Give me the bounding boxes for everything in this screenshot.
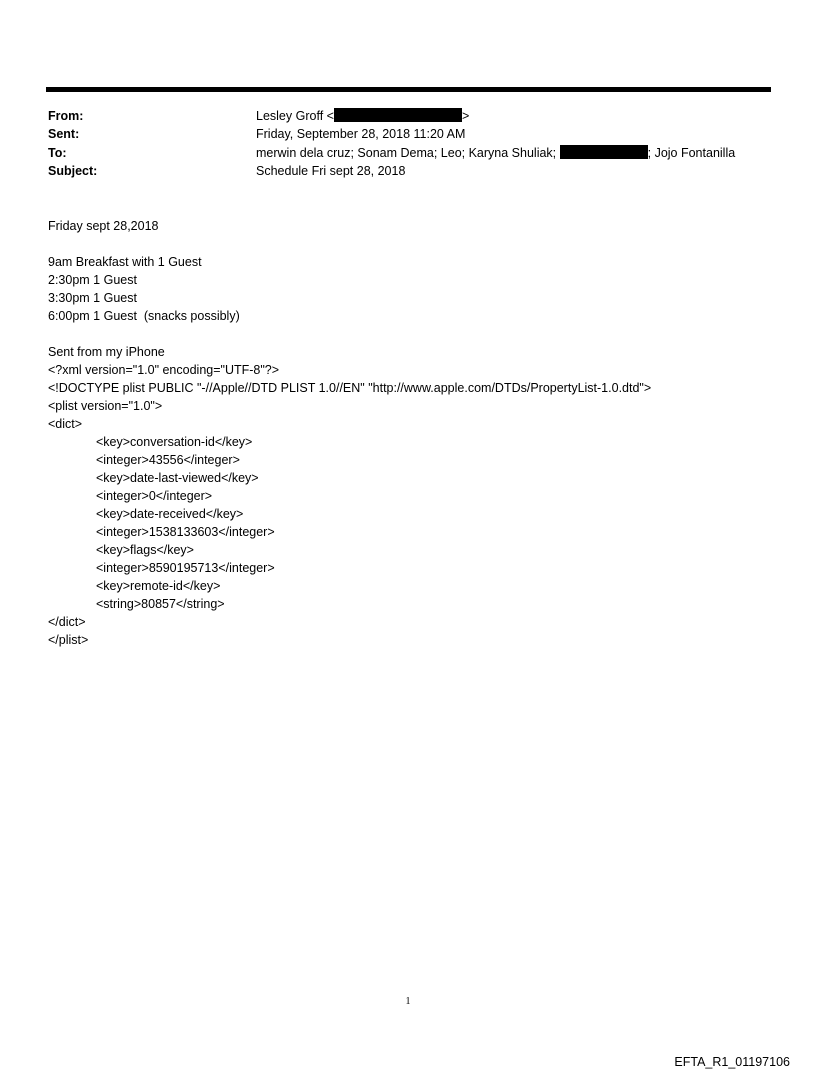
bates-stamp: EFTA_R1_01197106 xyxy=(674,1055,790,1069)
plist-line: <key>date-received</key> xyxy=(96,507,244,521)
plist-line: </dict> xyxy=(48,615,86,629)
plist-line: <dict> xyxy=(48,417,83,431)
subject-value: Schedule Fri sept 28, 2018 xyxy=(256,164,406,178)
to-value xyxy=(256,145,735,161)
redaction-box xyxy=(560,145,648,159)
redaction-box xyxy=(334,108,462,122)
plist-line: <?xml version="1.0" encoding="UTF-8"?> xyxy=(48,363,280,377)
plist-line: <key>conversation-id</key> xyxy=(96,435,253,449)
plist-line: <integer>1538133603</integer> xyxy=(96,525,275,539)
to-recipients-a: merwin dela cruz; Sonam Dema; Leo; Karyna Shuliak; xyxy=(256,146,560,160)
from-label: From: xyxy=(48,109,84,123)
signature-line: Sent from my iPhone xyxy=(48,345,165,359)
from-suffix: > xyxy=(461,109,470,123)
plist-line: <integer>43556</integer> xyxy=(96,453,240,467)
page-number: 1 xyxy=(405,996,411,1007)
schedule-line: 2:30pm 1 Guest xyxy=(48,273,137,287)
schedule-line: 3:30pm 1 Guest xyxy=(48,291,137,305)
plist-line: <plist version="1.0"> xyxy=(48,399,163,413)
plist-line: <!DOCTYPE plist PUBLIC "-//Apple//DTD PLIST 1.0//EN" "http://www.apple.com/DTDs/PropertyList-1.0.dtd"> xyxy=(48,381,652,395)
plist-line: </plist> xyxy=(48,633,89,647)
plist-line: <key>date-last-viewed</key> xyxy=(96,471,259,485)
schedule-line: 6:00pm 1 Guest (snacks possibly) xyxy=(48,309,240,323)
plist-line: <key>flags</key> xyxy=(96,543,194,557)
from-value xyxy=(256,108,469,124)
plist-block xyxy=(48,361,768,649)
to-recipients-b: ; Jojo Fontanilla xyxy=(647,146,736,160)
plist-line: <string>80857</string> xyxy=(96,597,225,611)
header-rule xyxy=(46,87,771,92)
subject-label: Subject: xyxy=(48,164,98,178)
plist-line: <key>remote-id</key> xyxy=(96,579,221,593)
sent-label: Sent: xyxy=(48,127,80,141)
date-line: Friday sept 28,2018 xyxy=(48,219,159,233)
plist-line: <integer>0</integer> xyxy=(96,489,213,503)
schedule-line: 9am Breakfast with 1 Guest xyxy=(48,255,202,269)
email-body xyxy=(48,217,768,649)
to-label: To: xyxy=(48,146,67,160)
sent-value: Friday, September 28, 2018 11:20 AM xyxy=(256,127,466,141)
plist-line: <integer>8590195713</integer> xyxy=(96,561,275,575)
from-name: Lesley Groff < xyxy=(256,109,334,123)
